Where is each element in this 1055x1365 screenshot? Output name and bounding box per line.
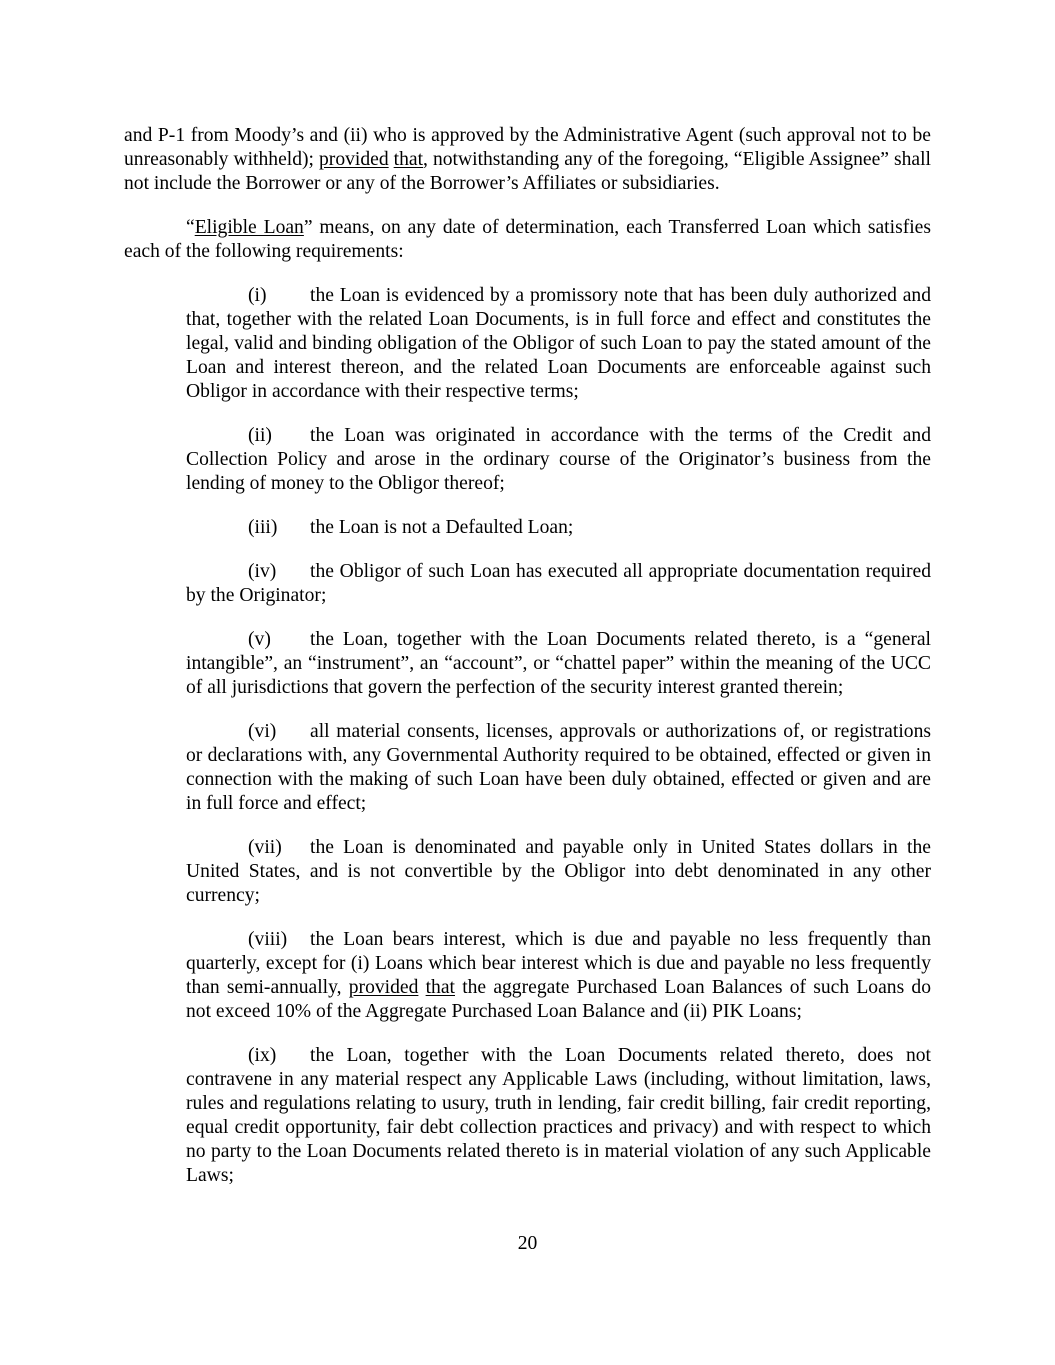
intro-paragraph bbox=[124, 124, 931, 196]
item-text: the Loan is not a Defaulted Loan; bbox=[310, 517, 574, 538]
intro-text-b: , notwithstanding any of the foregoing, “Eligible Assignee” shall not include the Borrower or any of the Borrower’s Affiliates or subsidiaries. bbox=[124, 149, 931, 194]
page-number: 20 bbox=[517, 1233, 538, 1254]
item-number: (iv) bbox=[248, 561, 277, 582]
list-item bbox=[186, 720, 931, 816]
list-item bbox=[186, 560, 931, 608]
item-text: the Loan is denominated and payable only in United States dollars in the United States, and is not convertible by the Obligor into debt denominated in any other currency; bbox=[186, 837, 931, 906]
item-number: (ix) bbox=[248, 1045, 277, 1066]
list-item bbox=[186, 628, 931, 700]
list-item bbox=[186, 516, 931, 540]
item-number: (viii) bbox=[248, 929, 288, 950]
item-text-a: the Loan bears interest, which is due and payable no less frequently than quarterly, except for (i) Loans which bear interest which is due and payable no less frequently than semi-annually, bbox=[186, 929, 931, 998]
provided-underlined: provided bbox=[319, 149, 389, 170]
that-underlined: that bbox=[393, 149, 424, 170]
list-item bbox=[186, 284, 931, 404]
item-text: all material consents, licenses, approvals or authorizations of, or registrations or declarations with, any Governmental Authority required to be obtained, effected or given in connection with the making of such Loan have been duly obtained, effected or given and are in full force and effect; bbox=[186, 721, 931, 814]
document-body bbox=[124, 124, 931, 1188]
item-text: the Loan is evidenced by a promissory note that has been duly authorized and that, together with the related Loan Documents, is in full force and effect and constitutes the legal, valid and binding obligation of the Obligor of such Loan to pay the stated amount of the Loan and interest thereon, and the related Loan Documents are enforceable against such Obligor in accordance with their respective terms; bbox=[186, 285, 931, 402]
open-quote: “ bbox=[186, 217, 195, 238]
item-number: (vi) bbox=[248, 721, 277, 742]
item-number: (i) bbox=[248, 285, 267, 306]
defined-term: Eligible Loan bbox=[194, 217, 304, 238]
item-text: the Loan was originated in accordance with the terms of the Credit and Collection Policy and arose in the ordinary course of the Originator’s business from the lending of money to the Obligor thereof; bbox=[186, 425, 931, 494]
item-number: (ii) bbox=[248, 425, 272, 446]
item-text-b: the aggregate Purchased Loan Balances of such Loans do not exceed 10% of the Aggregate Purchased Loan Balance and (ii) PIK Loans; bbox=[186, 977, 932, 1022]
list-item bbox=[186, 1044, 931, 1188]
list-item bbox=[186, 928, 931, 1024]
intro-text-a: and P-1 from Moody’s and (ii) who is approved by the Administrative Agent (such approval not to be unreasonably withheld); bbox=[124, 125, 931, 170]
that-underlined: that bbox=[425, 977, 455, 998]
definition-text: ” means, on any date of determination, each Transferred Loan which satisfies each of the following requirements: bbox=[124, 217, 931, 262]
item-number: (iii) bbox=[248, 517, 278, 538]
item-text: the Loan, together with the Loan Documents related thereto, does not contravene in any material respect any Applicable Laws (including, without limitation, laws, rules and regulations relating to usury, truth in lending, fair credit billing, fair credit reporting, equal credit opportunity, fair debt collection practices and privacy) and with respect to which no party to the Loan Documents related thereto is in material violation of any such Applicable Laws; bbox=[186, 1045, 931, 1186]
item-text: the Loan, together with the Loan Documents related thereto, is a “general intangible”, an “instrument”, an “account”, or “chattel paper” within the meaning of the UCC of all jurisdictions that govern the perfection of the security interest granted therein; bbox=[186, 629, 931, 698]
list-item bbox=[186, 836, 931, 908]
item-text: the Obligor of such Loan has executed all appropriate documentation required by the Originator; bbox=[186, 561, 931, 606]
list-item bbox=[186, 424, 931, 496]
item-number: (v) bbox=[248, 629, 271, 650]
item-number: (vii) bbox=[248, 837, 282, 858]
eligible-loan-definition bbox=[124, 216, 931, 264]
provided-underlined: provided bbox=[348, 977, 419, 998]
